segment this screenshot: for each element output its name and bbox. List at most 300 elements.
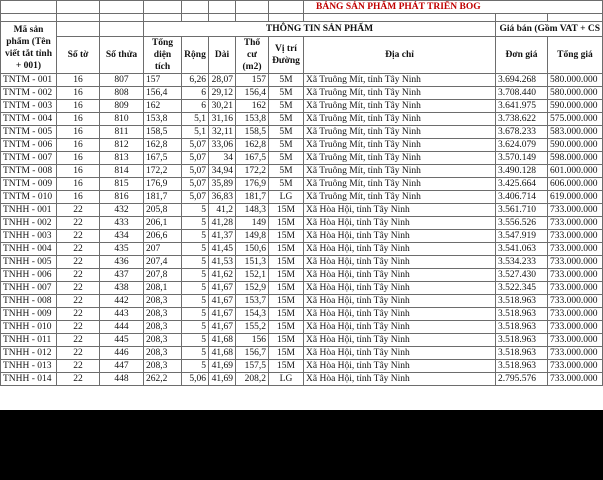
cell-address[interactable]: Xã Truông Mít, tỉnh Tây Ninh	[304, 74, 496, 87]
cell-empty[interactable]	[236, 1, 269, 14]
cell-parcel-no[interactable]: 811	[100, 126, 144, 139]
cell-width[interactable]: 5	[182, 204, 209, 217]
cell-unit-price[interactable]: 3.694.268	[496, 74, 548, 87]
cell-residential[interactable]: 152,9	[236, 282, 269, 295]
cell-total-area[interactable]: 172,2	[144, 165, 182, 178]
cell-parcel-no[interactable]: 816	[100, 191, 144, 204]
cell-sheet-no[interactable]: 22	[57, 321, 100, 334]
cell-unit-price[interactable]: 3.534.233	[496, 256, 548, 269]
cell-sheet-no[interactable]: 16	[57, 74, 100, 87]
cell-empty[interactable]	[100, 22, 144, 37]
cell-address[interactable]: Xã Truông Mít, tỉnh Tây Ninh	[304, 100, 496, 113]
cell-width[interactable]: 5,07	[182, 178, 209, 191]
cell-address[interactable]: Xã Hòa Hội, tỉnh Tây Ninh	[304, 360, 496, 373]
cell-total-area[interactable]: 262,2	[144, 373, 182, 386]
cell-sheet-no[interactable]: 16	[57, 152, 100, 165]
cell-empty[interactable]	[1, 1, 57, 14]
cell-length[interactable]: 35,89	[209, 178, 236, 191]
cell-total-price[interactable]: 733.000.000	[548, 308, 603, 321]
cell-road-position[interactable]: 15M	[269, 360, 304, 373]
cell-residential[interactable]: 208,2	[236, 373, 269, 386]
cell-total-price[interactable]: 601.000.000	[548, 165, 603, 178]
cell-sheet-no[interactable]: 22	[57, 360, 100, 373]
cell-parcel-no[interactable]: 437	[100, 269, 144, 282]
cell-parcel-no[interactable]: 432	[100, 204, 144, 217]
cell-length[interactable]: 30,21	[209, 100, 236, 113]
cell-total-price[interactable]: 733.000.000	[548, 360, 603, 373]
cell-road-position[interactable]: 5M	[269, 126, 304, 139]
cell-length[interactable]: 41,67	[209, 308, 236, 321]
cell-address[interactable]: Xã Truông Mít, tỉnh Tây Ninh	[304, 139, 496, 152]
cell-road-position[interactable]: 15M	[269, 334, 304, 347]
cell-sheet-no[interactable]: 16	[57, 113, 100, 126]
cell-road-position[interactable]: LG	[269, 191, 304, 204]
cell-road-position[interactable]: 15M	[269, 243, 304, 256]
cell-unit-price[interactable]: 3.708.440	[496, 87, 548, 100]
cell-address[interactable]: Xã Hòa Hội, tỉnh Tây Ninh	[304, 282, 496, 295]
cell-unit-price[interactable]: 3.678.233	[496, 126, 548, 139]
cell-parcel-no[interactable]: 808	[100, 87, 144, 100]
cell-product-code[interactable]: TNHH - 006	[1, 269, 57, 282]
cell-road-position[interactable]: 15M	[269, 217, 304, 230]
cell-sheet-no[interactable]: 22	[57, 295, 100, 308]
cell-length[interactable]: 33,06	[209, 139, 236, 152]
cell-unit-price[interactable]: 3.541.063	[496, 243, 548, 256]
cell-road-position[interactable]: 5M	[269, 113, 304, 126]
cell-total-area[interactable]: 205,8	[144, 204, 182, 217]
cell-length[interactable]: 29,12	[209, 87, 236, 100]
cell-road-position[interactable]: 5M	[269, 100, 304, 113]
cell-total-area[interactable]: 208,3	[144, 360, 182, 373]
cell-total-area[interactable]: 208,3	[144, 308, 182, 321]
cell-road-position[interactable]: 15M	[269, 321, 304, 334]
cell-total-price[interactable]: 590.000.000	[548, 100, 603, 113]
cell-total-price[interactable]: 619.000.000	[548, 191, 603, 204]
cell-sheet-no[interactable]: 22	[57, 282, 100, 295]
cell-length[interactable]: 41,68	[209, 347, 236, 360]
cell-total-price[interactable]: 733.000.000	[548, 256, 603, 269]
cell-total-area[interactable]: 207,4	[144, 256, 182, 269]
cell-product-code[interactable]: TNTM - 010	[1, 191, 57, 204]
header-length[interactable]: Dài	[209, 37, 236, 74]
cell-total-price[interactable]: 598.000.000	[548, 152, 603, 165]
cell-unit-price[interactable]: 3.490.128	[496, 165, 548, 178]
cell-length[interactable]: 32,11	[209, 126, 236, 139]
cell-sheet-no[interactable]: 16	[57, 126, 100, 139]
cell-address[interactable]: Xã Hòa Hội, tỉnh Tây Ninh	[304, 230, 496, 243]
cell-parcel-no[interactable]: 443	[100, 308, 144, 321]
cell-length[interactable]: 31,16	[209, 113, 236, 126]
cell-width[interactable]: 5,1	[182, 113, 209, 126]
cell-road-position[interactable]: 15M	[269, 256, 304, 269]
cell-road-position[interactable]: 5M	[269, 152, 304, 165]
cell-width[interactable]: 5	[182, 308, 209, 321]
cell-road-position[interactable]: 5M	[269, 87, 304, 100]
cell-address[interactable]: Xã Hòa Hội, tỉnh Tây Ninh	[304, 373, 496, 386]
cell-product-code[interactable]: TNHH - 009	[1, 308, 57, 321]
header-unit-price[interactable]: Đơn giá	[496, 37, 548, 74]
cell-unit-price[interactable]: 3.738.622	[496, 113, 548, 126]
cell-address[interactable]: Xã Hòa Hội, tỉnh Tây Ninh	[304, 217, 496, 230]
cell-product-code[interactable]: TNHH - 008	[1, 295, 57, 308]
cell-total-area[interactable]: 207	[144, 243, 182, 256]
cell-empty[interactable]	[57, 14, 100, 22]
cell-sheet-no[interactable]: 22	[57, 308, 100, 321]
cell-width[interactable]: 5	[182, 295, 209, 308]
cell-road-position[interactable]: 15M	[269, 269, 304, 282]
cell-empty[interactable]	[57, 22, 100, 37]
cell-address[interactable]: Xã Hòa Hội, tỉnh Tây Ninh	[304, 347, 496, 360]
cell-unit-price[interactable]: 3.570.149	[496, 152, 548, 165]
cell-width[interactable]: 5,07	[182, 165, 209, 178]
cell-unit-price[interactable]: 3.556.526	[496, 217, 548, 230]
cell-parcel-no[interactable]: 442	[100, 295, 144, 308]
cell-residential[interactable]: 155,2	[236, 321, 269, 334]
cell-empty[interactable]	[100, 1, 144, 14]
cell-address[interactable]: Xã Hòa Hội, tỉnh Tây Ninh	[304, 321, 496, 334]
cell-total-area[interactable]: 208,3	[144, 347, 182, 360]
header-product-info[interactable]: THÔNG TIN SẢN PHẨM	[144, 22, 496, 37]
cell-length[interactable]: 41,69	[209, 360, 236, 373]
cell-sheet-no[interactable]: 16	[57, 139, 100, 152]
cell-unit-price[interactable]: 3.522.345	[496, 282, 548, 295]
cell-parcel-no[interactable]: 807	[100, 74, 144, 87]
cell-address[interactable]: Xã Hòa Hội, tỉnh Tây Ninh	[304, 295, 496, 308]
cell-residential[interactable]: 157,5	[236, 360, 269, 373]
cell-road-position[interactable]: 15M	[269, 282, 304, 295]
cell-residential[interactable]: 156	[236, 334, 269, 347]
cell-width[interactable]: 5	[182, 334, 209, 347]
cell-product-code[interactable]: TNHH - 012	[1, 347, 57, 360]
cell-width[interactable]: 5	[182, 321, 209, 334]
cell-total-price[interactable]: 733.000.000	[548, 217, 603, 230]
cell-length[interactable]: 34	[209, 152, 236, 165]
cell-total-area[interactable]: 206,1	[144, 217, 182, 230]
cell-width[interactable]: 5,1	[182, 126, 209, 139]
cell-unit-price[interactable]: 3.561.710	[496, 204, 548, 217]
cell-total-area[interactable]: 207,8	[144, 269, 182, 282]
cell-road-position[interactable]: 15M	[269, 230, 304, 243]
cell-address[interactable]: Xã Truông Mít, tỉnh Tây Ninh	[304, 113, 496, 126]
cell-width[interactable]: 6	[182, 100, 209, 113]
cell-total-price[interactable]: 733.000.000	[548, 347, 603, 360]
cell-width[interactable]: 5,06	[182, 373, 209, 386]
cell-total-price[interactable]: 580.000.000	[548, 87, 603, 100]
cell-parcel-no[interactable]: 809	[100, 100, 144, 113]
cell-empty[interactable]	[182, 14, 209, 22]
cell-unit-price[interactable]: 3.518.963	[496, 321, 548, 334]
cell-sheet-no[interactable]: 22	[57, 217, 100, 230]
cell-product-code[interactable]: TNTM - 009	[1, 178, 57, 191]
cell-unit-price[interactable]: 3.624.079	[496, 139, 548, 152]
cell-unit-price[interactable]: 3.518.963	[496, 295, 548, 308]
cell-product-code[interactable]: TNHH - 001	[1, 204, 57, 217]
header-price-group[interactable]: Giá bán (Gồm VAT + CS	[496, 22, 603, 37]
cell-residential[interactable]: 167,5	[236, 152, 269, 165]
cell-product-code[interactable]: TNHH - 014	[1, 373, 57, 386]
cell-residential[interactable]: 156,4	[236, 87, 269, 100]
cell-unit-price[interactable]: 3.518.963	[496, 360, 548, 373]
cell-length[interactable]: 41,68	[209, 334, 236, 347]
cell-residential[interactable]: 148,3	[236, 204, 269, 217]
cell-width[interactable]: 5	[182, 347, 209, 360]
cell-sheet-no[interactable]: 22	[57, 256, 100, 269]
cell-empty[interactable]	[144, 1, 182, 14]
cell-width[interactable]: 5,07	[182, 139, 209, 152]
header-road-position[interactable]: Vị trí Đường	[269, 37, 304, 74]
cell-residential[interactable]: 157	[236, 74, 269, 87]
cell-sheet-no[interactable]: 16	[57, 100, 100, 113]
cell-total-price[interactable]: 733.000.000	[548, 243, 603, 256]
cell-total-area[interactable]: 162,8	[144, 139, 182, 152]
cell-sheet-no[interactable]: 16	[57, 165, 100, 178]
cell-total-price[interactable]: 575.000.000	[548, 113, 603, 126]
cell-total-price[interactable]: 583.000.000	[548, 126, 603, 139]
cell-empty[interactable]	[236, 14, 269, 22]
cell-total-area[interactable]: 208,3	[144, 321, 182, 334]
header-product-code[interactable]: Mã sản phẩm (Tên viết tắt tỉnh + 001)	[1, 22, 57, 74]
cell-empty[interactable]	[269, 14, 304, 22]
cell-sheet-no[interactable]: 16	[57, 87, 100, 100]
cell-total-price[interactable]: 590.000.000	[548, 139, 603, 152]
cell-residential[interactable]: 150,6	[236, 243, 269, 256]
cell-length[interactable]: 41,69	[209, 373, 236, 386]
cell-total-area[interactable]: 156,4	[144, 87, 182, 100]
cell-road-position[interactable]: 15M	[269, 308, 304, 321]
cell-width[interactable]: 5	[182, 360, 209, 373]
cell-total-price[interactable]: 733.000.000	[548, 204, 603, 217]
cell-length[interactable]: 41,45	[209, 243, 236, 256]
cell-total-area[interactable]: 176,9	[144, 178, 182, 191]
cell-residential[interactable]: 176,9	[236, 178, 269, 191]
cell-sheet-no[interactable]: 22	[57, 269, 100, 282]
cell-unit-price[interactable]: 3.518.963	[496, 347, 548, 360]
cell-residential[interactable]: 154,3	[236, 308, 269, 321]
cell-unit-price[interactable]: 3.518.963	[496, 308, 548, 321]
cell-total-price[interactable]: 733.000.000	[548, 295, 603, 308]
cell-length[interactable]: 41,2	[209, 204, 236, 217]
cell-product-code[interactable]: TNHH - 004	[1, 243, 57, 256]
cell-empty[interactable]	[57, 1, 100, 14]
cell-address[interactable]: Xã Truông Mít, tỉnh Tây Ninh	[304, 178, 496, 191]
cell-parcel-no[interactable]: 435	[100, 243, 144, 256]
cell-product-code[interactable]: TNHH - 013	[1, 360, 57, 373]
cell-residential[interactable]: 181,7	[236, 191, 269, 204]
cell-road-position[interactable]: 5M	[269, 178, 304, 191]
cell-empty[interactable]	[144, 14, 182, 22]
table-row	[1, 217, 603, 230]
cell-residential[interactable]: 152,1	[236, 269, 269, 282]
cell-sheet-no[interactable]: 22	[57, 230, 100, 243]
cell-width[interactable]: 5	[182, 269, 209, 282]
cell-road-position[interactable]: 5M	[269, 139, 304, 152]
cell-width[interactable]: 5	[182, 230, 209, 243]
cell-road-position[interactable]: 15M	[269, 204, 304, 217]
cell-product-code[interactable]: TNHH - 007	[1, 282, 57, 295]
cell-width[interactable]: 5	[182, 282, 209, 295]
cell-empty[interactable]	[209, 14, 236, 22]
cell-product-code[interactable]: TNHH - 010	[1, 321, 57, 334]
cell-product-code[interactable]: TNTM - 004	[1, 113, 57, 126]
cell-parcel-no[interactable]: 433	[100, 217, 144, 230]
cell-product-code[interactable]: TNHH - 003	[1, 230, 57, 243]
cell-residential[interactable]: 149	[236, 217, 269, 230]
cell-address[interactable]: Xã Hòa Hội, tỉnh Tây Ninh	[304, 256, 496, 269]
header-address[interactable]: Địa chỉ	[304, 37, 496, 74]
cell-unit-price[interactable]: 3.527.430	[496, 269, 548, 282]
cell-empty[interactable]	[496, 14, 548, 22]
cell-parcel-no[interactable]: 447	[100, 360, 144, 373]
cell-sheet-no[interactable]: 22	[57, 204, 100, 217]
cell-empty[interactable]	[548, 14, 603, 22]
cell-sheet-no[interactable]: 22	[57, 373, 100, 386]
cell-length[interactable]: 41,28	[209, 217, 236, 230]
cell-width[interactable]: 5	[182, 243, 209, 256]
cell-total-area[interactable]: 208,3	[144, 334, 182, 347]
cell-residential[interactable]: 149,8	[236, 230, 269, 243]
cell-total-area[interactable]: 158,5	[144, 126, 182, 139]
cell-total-area[interactable]: 167,5	[144, 152, 182, 165]
cell-product-code[interactable]: TNTM - 001	[1, 74, 57, 87]
cell-address[interactable]: Xã Hòa Hội, tỉnh Tây Ninh	[304, 204, 496, 217]
cell-product-code[interactable]: TNHH - 011	[1, 334, 57, 347]
cell-length[interactable]: 41,67	[209, 295, 236, 308]
cell-road-position[interactable]: 15M	[269, 295, 304, 308]
cell-road-position[interactable]: 5M	[269, 165, 304, 178]
cell-width[interactable]: 5	[182, 256, 209, 269]
cell-product-code[interactable]: TNTM - 005	[1, 126, 57, 139]
cell-product-code[interactable]: TNHH - 002	[1, 217, 57, 230]
cell-parcel-no[interactable]: 444	[100, 321, 144, 334]
cell-unit-price[interactable]: 3.547.919	[496, 230, 548, 243]
cell-parcel-no[interactable]: 814	[100, 165, 144, 178]
header-total-price[interactable]: Tổng giá	[548, 37, 603, 74]
cell-address[interactable]: Xã Truông Mít, tỉnh Tây Ninh	[304, 152, 496, 165]
header-width[interactable]: Rộng	[182, 37, 209, 74]
cell-product-code[interactable]: TNTM - 002	[1, 87, 57, 100]
cell-address[interactable]: Xã Hòa Hội, tỉnh Tây Ninh	[304, 243, 496, 256]
cell-empty[interactable]	[182, 1, 209, 14]
cell-total-area[interactable]: 153,8	[144, 113, 182, 126]
header-total-area[interactable]: Tổng diện tích	[144, 37, 182, 74]
cell-residential[interactable]: 162	[236, 100, 269, 113]
cell-empty[interactable]	[100, 14, 144, 22]
cell-product-code[interactable]: TNTM - 003	[1, 100, 57, 113]
cell-address[interactable]: Xã Truông Mít, tỉnh Tây Ninh	[304, 191, 496, 204]
cell-road-position[interactable]: 15M	[269, 347, 304, 360]
cell-total-price[interactable]: 733.000.000	[548, 321, 603, 334]
cell-parcel-no[interactable]: 810	[100, 113, 144, 126]
cell-parcel-no[interactable]: 436	[100, 256, 144, 269]
cell-total-price[interactable]: 733.000.000	[548, 334, 603, 347]
cell-length[interactable]: 36,83	[209, 191, 236, 204]
cell-parcel-no[interactable]: 434	[100, 230, 144, 243]
cell-address[interactable]: Xã Truông Mít, tỉnh Tây Ninh	[304, 126, 496, 139]
cell-parcel-no[interactable]: 815	[100, 178, 144, 191]
cell-parcel-no[interactable]: 438	[100, 282, 144, 295]
cell-address[interactable]: Xã Hòa Hội, tỉnh Tây Ninh	[304, 308, 496, 321]
cell-total-price[interactable]: 580.000.000	[548, 74, 603, 87]
cell-residential[interactable]: 151,3	[236, 256, 269, 269]
cell-width[interactable]: 6,26	[182, 74, 209, 87]
cell-road-position[interactable]: 5M	[269, 74, 304, 87]
cell-total-price[interactable]: 733.000.000	[548, 269, 603, 282]
cell-length[interactable]: 34,94	[209, 165, 236, 178]
cell-sheet-no[interactable]: 16	[57, 191, 100, 204]
cell-width[interactable]: 5,07	[182, 152, 209, 165]
cell-total-price[interactable]: 606.000.000	[548, 178, 603, 191]
cell-unit-price[interactable]: 3.518.963	[496, 334, 548, 347]
cell-sheet-no[interactable]: 22	[57, 243, 100, 256]
cell-total-area[interactable]: 181,7	[144, 191, 182, 204]
cell-empty[interactable]	[304, 14, 496, 22]
cell-residential[interactable]: 158,5	[236, 126, 269, 139]
cell-residential[interactable]: 156,7	[236, 347, 269, 360]
cell-length[interactable]: 28,07	[209, 74, 236, 87]
cell-empty[interactable]	[1, 14, 57, 22]
cell-address[interactable]: Xã Hòa Hội, tỉnh Tây Ninh	[304, 269, 496, 282]
cell-length[interactable]: 41,62	[209, 269, 236, 282]
cell-sheet-no[interactable]: 16	[57, 178, 100, 191]
cell-width[interactable]: 5,07	[182, 191, 209, 204]
cell-unit-price[interactable]: 3.425.664	[496, 178, 548, 191]
cell-parcel-no[interactable]: 445	[100, 334, 144, 347]
cell-width[interactable]: 6	[182, 87, 209, 100]
cell-unit-price[interactable]: 3.406.714	[496, 191, 548, 204]
cell-length[interactable]: 41,67	[209, 282, 236, 295]
cell-width[interactable]: 5	[182, 217, 209, 230]
cell-sheet-no[interactable]: 22	[57, 347, 100, 360]
cell-total-area[interactable]: 157	[144, 74, 182, 87]
cell-unit-price[interactable]: 3.641.975	[496, 100, 548, 113]
cell-residential[interactable]: 162,8	[236, 139, 269, 152]
cell-total-price[interactable]: 733.000.000	[548, 282, 603, 295]
header-residential[interactable]: Thổ cư (m2)	[236, 37, 269, 74]
cell-parcel-no[interactable]: 448	[100, 373, 144, 386]
cell-product-code[interactable]: TNTM - 007	[1, 152, 57, 165]
cell-product-code[interactable]: TNTM - 006	[1, 139, 57, 152]
cell-road-position[interactable]: LG	[269, 373, 304, 386]
cell-length[interactable]: 41,67	[209, 321, 236, 334]
cell-length[interactable]: 41,53	[209, 256, 236, 269]
cell-sheet-no[interactable]: 22	[57, 334, 100, 347]
sheet-title[interactable]: BẢNG SẢN PHẨM PHÁT TRIỂN BOG	[304, 1, 603, 14]
header-parcel-no[interactable]: Số thửa	[100, 37, 144, 74]
cell-address[interactable]: Xã Hòa Hội, tỉnh Tây Ninh	[304, 334, 496, 347]
cell-length[interactable]: 41,37	[209, 230, 236, 243]
header-sheet-no[interactable]: Số tờ	[57, 37, 100, 74]
cell-parcel-no[interactable]: 813	[100, 152, 144, 165]
cell-residential[interactable]: 172,2	[236, 165, 269, 178]
cell-residential[interactable]: 153,8	[236, 113, 269, 126]
cell-product-code[interactable]: TNTM - 008	[1, 165, 57, 178]
cell-unit-price[interactable]: 2.795.576	[496, 373, 548, 386]
cell-address[interactable]: Xã Truông Mít, tỉnh Tây Ninh	[304, 87, 496, 100]
cell-total-price[interactable]: 733.000.000	[548, 230, 603, 243]
cell-empty[interactable]	[209, 1, 236, 14]
cell-empty[interactable]	[269, 1, 304, 14]
cell-total-price[interactable]: 733.000.000	[548, 373, 603, 386]
cell-parcel-no[interactable]: 446	[100, 347, 144, 360]
cell-total-area[interactable]: 162	[144, 100, 182, 113]
cell-parcel-no[interactable]: 812	[100, 139, 144, 152]
cell-total-area[interactable]: 206,6	[144, 230, 182, 243]
cell-address[interactable]: Xã Truông Mít, tỉnh Tây Ninh	[304, 165, 496, 178]
cell-total-area[interactable]: 208,3	[144, 295, 182, 308]
cell-product-code[interactable]: TNHH - 005	[1, 256, 57, 269]
cell-residential[interactable]: 153,7	[236, 295, 269, 308]
cell-total-area[interactable]: 208,1	[144, 282, 182, 295]
